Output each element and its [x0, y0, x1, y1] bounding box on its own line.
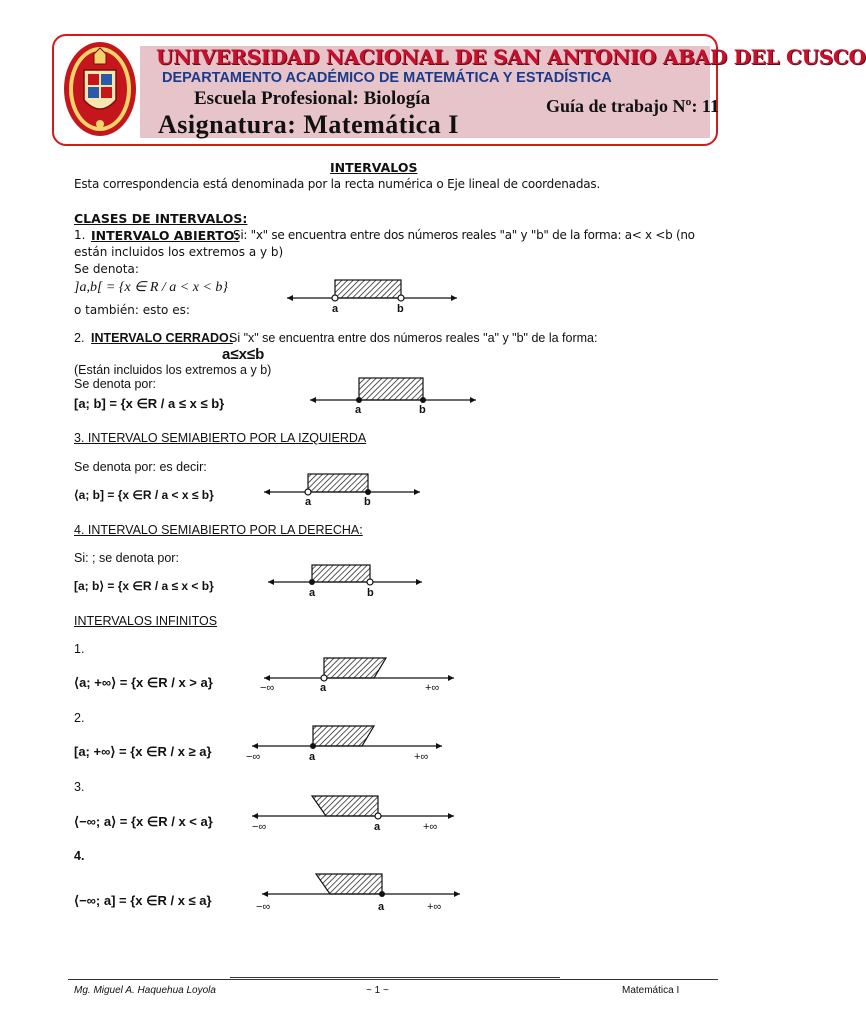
- number-line-half-open-left: [262, 472, 424, 502]
- section-4-formula: [a; b⟩ = {x ∈R / a ≤ x < b}: [74, 579, 214, 593]
- section-1-number: 1.: [74, 228, 86, 242]
- infinite-2-label-a: a: [309, 751, 316, 763]
- infinite-2-number: 2.: [74, 711, 85, 725]
- number-line-half-open-right: [266, 564, 426, 592]
- number-line-infinite-1: [262, 656, 458, 684]
- section-1-label-a: a: [332, 303, 339, 315]
- infinite-3-neg-inf: −∞: [252, 821, 267, 833]
- department-name: DEPARTAMENTO ACADÉMICO DE MATEMÁTICA Y ESTADÍSTICA: [162, 70, 612, 86]
- section-2-formula: [a; b] = {x ∈R / a ≤ x ≤ b}: [74, 396, 225, 411]
- infinite-4-pos-inf: +∞: [427, 901, 442, 913]
- university-name: UNIVERSIDAD NACIONAL DE SAN ANTONIO ABAD DEL CUSCO: [156, 45, 866, 69]
- infinite-2-pos-inf: +∞: [414, 751, 429, 763]
- subject-name: Asignatura: Matemática I: [158, 110, 459, 139]
- section-4-label-a: a: [309, 587, 316, 599]
- section-2-label-b: b: [419, 404, 426, 416]
- section-3-label-a: a: [305, 496, 312, 508]
- section-2-heading: INTERVALO CERRADO:: [91, 331, 233, 345]
- guide-number: Guía de trabajo Nº: 11: [546, 96, 719, 116]
- section-3-heading: 3. INTERVALO SEMIABIERTO POR LA IZQUIERDA: [74, 431, 367, 445]
- section-2-denote: Se denota por:: [74, 377, 157, 391]
- footer-course: Matemática I: [622, 985, 680, 996]
- section-1-heading: INTERVALO ABIERTO:: [91, 228, 240, 243]
- section-3-formula: ⟨a; b] = {x ∈R / a < x ≤ b}: [74, 488, 214, 502]
- section-1-denote: Se denota:: [74, 262, 139, 276]
- infinite-heading: INTERVALOS INFINITOS: [74, 614, 218, 628]
- university-seal-icon: [62, 40, 138, 138]
- infinite-1-neg-inf: −∞: [260, 682, 275, 694]
- section-2-note: (Están incluidos los extremos a y b): [74, 363, 272, 377]
- number-line-infinite-2: [250, 724, 446, 752]
- section-1-text-line1: Si: "x" se encuentra entre dos números reales "a" y "b" de la forma: a< x <b (no: [233, 228, 695, 242]
- page-title: INTERVALOS: [330, 160, 418, 175]
- section-2-number: 2.: [74, 331, 85, 345]
- infinite-4-neg-inf: −∞: [256, 901, 271, 913]
- intro-text: Esta correspondencia está denominada por la recta numérica o Eje lineal de coordenadas.: [74, 177, 601, 191]
- footer-rule: [68, 979, 718, 980]
- section-3-label-b: b: [364, 496, 371, 508]
- section-1-also: o también: esto es:: [74, 303, 190, 317]
- footer-page-number: ~ 1 ~: [366, 985, 389, 996]
- section-3-denote: Se denota por: es decir:: [74, 460, 207, 474]
- section-1-formula: ]a,b[ = {x ∈ R / a < x < b}: [74, 280, 228, 295]
- infinite-2-formula: [a; +∞⟩ = {x ∈R / x ≥ a}: [74, 744, 212, 759]
- section-2-inequality: a≤x≤b: [222, 346, 265, 363]
- section-4-heading: 4. INTERVALO SEMIABIERTO POR LA DERECHA:: [74, 523, 363, 537]
- infinite-1-number: 1.: [74, 642, 85, 656]
- infinite-1-label-a: a: [320, 682, 327, 694]
- section-1-text-line2: están incluidos los extremos a y b): [74, 245, 284, 259]
- infinite-2-neg-inf: −∞: [246, 751, 261, 763]
- section-4-denote: Si: ; se denota por:: [74, 551, 179, 565]
- infinite-3-number: 3.: [74, 780, 85, 794]
- number-line-closed: [308, 378, 480, 412]
- number-line-open: [285, 280, 465, 320]
- classes-heading: CLASES DE INTERVALOS:: [74, 211, 248, 226]
- infinite-4-label-a: a: [378, 901, 385, 913]
- school-name: Escuela Profesional: Biología: [194, 88, 431, 109]
- number-line-infinite-4: [260, 872, 466, 900]
- infinite-4-number: 4.: [74, 849, 85, 863]
- section-1-label-b: b: [397, 303, 404, 315]
- section-2-label-a: a: [355, 404, 362, 416]
- infinite-3-label-a: a: [374, 821, 381, 833]
- infinite-3-formula: ⟨−∞; a⟩ = {x ∈R / x < a}: [74, 814, 213, 829]
- footer-author: Mg. Miguel A. Haquehua Loyola: [74, 985, 216, 996]
- infinite-1-pos-inf: +∞: [425, 682, 440, 694]
- section-4-label-b: b: [367, 587, 374, 599]
- infinite-1-formula: ⟨a; +∞⟩ = {x ∈R / x > a}: [74, 675, 213, 690]
- infinite-4-formula: ⟨−∞; a] = {x ∈R / x ≤ a}: [74, 893, 212, 908]
- section-2-text: Si "x" se encuentra entre dos números reales "a" y "b" de la forma:: [229, 331, 598, 345]
- infinite-3-pos-inf: +∞: [423, 821, 438, 833]
- number-line-infinite-3: [250, 794, 460, 822]
- footer-rule-center: [230, 977, 560, 978]
